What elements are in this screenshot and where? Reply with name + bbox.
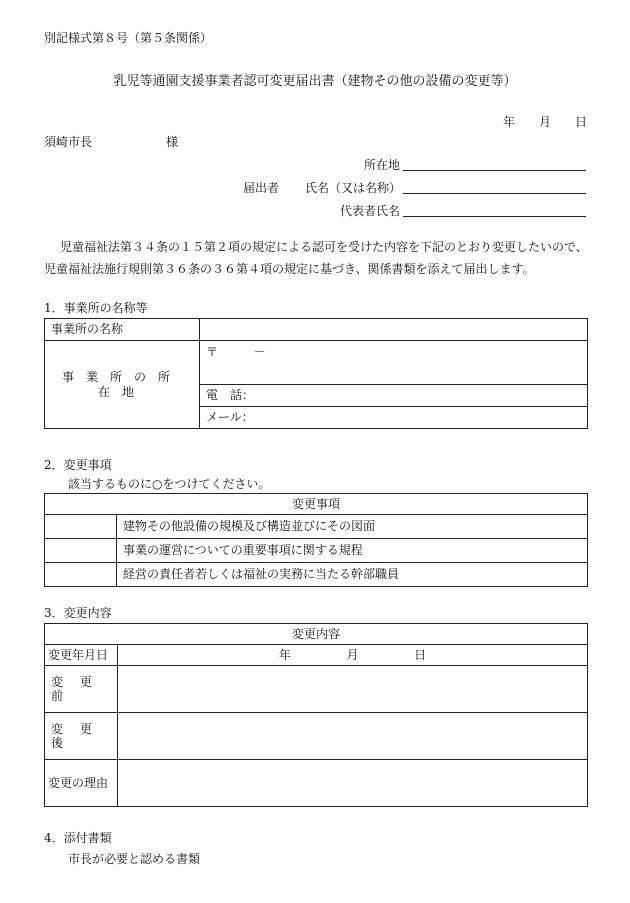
change-item-label: 経営の責任者若しくは福祉の実務に当たる幹部職員 [117, 563, 588, 587]
phone-label: 電 話： [206, 388, 255, 403]
reason-label: 変更の理由 [45, 760, 118, 807]
facility-name-label: 事業所の名称 [45, 319, 200, 341]
change-item-label: 事業の運営についての重要事項に関する規程 [117, 539, 588, 563]
change-date-year: 年 [278, 647, 291, 662]
before-label: 変更前 [45, 666, 118, 713]
change-content-table [44, 623, 588, 807]
name-field[interactable] [403, 180, 586, 194]
postal-code-field[interactable] [200, 341, 588, 385]
attachment-item: 市長が必要と認める書類 [68, 852, 201, 866]
section1-heading: 1．事業所の名称等 [44, 301, 148, 315]
email-field[interactable] [200, 407, 588, 429]
representative-label: 代表者氏名 [340, 204, 401, 218]
change-date-day: 日 [414, 647, 427, 662]
section2-instruction: 該当するものに○をつけてください。 [68, 477, 271, 491]
date-year-label: 年 [503, 115, 516, 129]
addressee-name: 須崎市長 [44, 135, 93, 149]
body-text-line1: 児童福祉法第３４条の１５第２項の規定による認可を受けた内容を下記のとおり変更したいので、 [60, 240, 588, 254]
change-date-label: 変更年月日 [45, 645, 118, 666]
change-date-field[interactable] [118, 645, 588, 666]
facility-name-field[interactable] [200, 319, 588, 341]
section4-heading: 4．添付書類 [44, 831, 112, 845]
notifier-label: 届出者 [243, 181, 280, 195]
representative-field[interactable] [403, 203, 586, 217]
date-day-label: 日 [575, 115, 588, 129]
change-item-mark-cell[interactable] [45, 515, 117, 539]
change-item-mark-cell[interactable] [45, 563, 117, 587]
before-field[interactable] [118, 666, 588, 713]
change-items-header: 変更事項 [45, 494, 588, 515]
section3-heading: 3．変更内容 [44, 606, 112, 620]
address-label: 所在地 [364, 158, 401, 172]
body-text-line2: 児童福祉法施行規則第３６条の３６第４項の規定に基づき、関係書類を添えて届出します。 [44, 262, 535, 276]
facility-table [44, 318, 588, 429]
address-field[interactable] [403, 157, 586, 171]
change-items-table [44, 493, 588, 587]
after-field[interactable] [118, 713, 588, 760]
email-label: メール： [206, 410, 254, 425]
addressee-honorific: 様 [166, 135, 179, 149]
name-label: 氏名（又は名称） [305, 181, 402, 195]
phone-field[interactable] [200, 385, 588, 407]
change-item-label: 建物その他設備の規模及び構造並びにその図面 [117, 515, 588, 539]
reason-field[interactable] [118, 760, 588, 807]
after-label: 変更後 [45, 713, 118, 760]
form-title: 乳児等通園支援事業者認可変更届出書（建物その他の設備の変更等） [113, 74, 517, 89]
section2-heading: 2．変更事項 [44, 458, 112, 472]
date-month-label: 月 [539, 115, 552, 129]
facility-location-label: 事業所の所在地 [45, 341, 200, 429]
change-content-header: 変更内容 [45, 624, 588, 645]
change-date-month: 月 [346, 647, 359, 662]
postal-dash: － [253, 345, 266, 359]
form-number: 別記様式第８号（第５条関係） [44, 31, 213, 45]
postal-mark: 〒 [206, 345, 219, 359]
change-item-mark-cell[interactable] [45, 539, 117, 563]
